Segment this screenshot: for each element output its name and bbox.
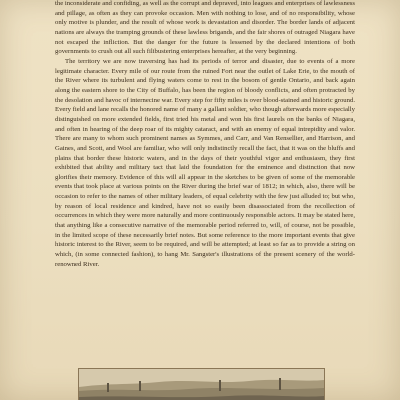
body-text <box>55 0 355 269</box>
landscape-illustration <box>78 368 325 400</box>
paragraph-1: the inconsiderate and confiding, as well as the corrupt and depraved, into leagues and enterprises of lawlessness and pillage, as often as they can provoke occasion. Men with nothing to lose, and of no responsibility, whose only motive is plunder, and the result of whose work is devastation and disorder. The border lands of adjacent nations are always the tramping grounds of these lawless brigands, and the fair shores of outraged Niagara have not escaped the infliction. But the danger for the future is lessened by the declared intentions of both governments to crush out all such filibustering enterprises hereafter, at the very beginning. <box>55 0 355 56</box>
paragraph-2: The territory we are now traversing has had its periods of terror and disaster, due to events of a more legitimate character. Every mile of our route from the ruined Fort near the outlet of Lake Erie, to the mouth of the River where its turbulent and flying waters come to rest in the bosom of gentle Ontario, and back again along the eastern shore to the City of Buffalo, has been the region of bloody conflicts, and often protracted by the desolation and havoc of internecine war. Every step for fifty miles is over blood-stained and historic ground. Every field and lane recalls the honored name of many a gallant soldier, who though afterwards more especially distinguished on more extended fields, first tried his metal and won his first laurels on the banks of Niagara, and often in hearing of the deep roar of its mighty cataract, and with an enemy of equal intrepidity and valor. There are many to whom such prominent names as Symmes, and Carr, and Van Rensellier, and Harrison, and Gaines, and Scott, and Wool are familiar, who will only indistinctly recall the fact, that it was on the bluffs and plains that border these historic waters, and in the days of their youthful vigor and enthusiasm, they first exhibited that ability and military tact that laid the foundation for the eminence and distinction that now glorifies their memory. Evidence of this will all appear in the sketches to be given of some of the memorable events that took place at various points on the River during the brief war of 1812; in which, also, there will be occasion to refer to the names of other military leaders, of equal celebrity with the few just alluded to; but who, by reason of local residence and kindred, have not so easily been disassociated from the recollection of occurrences in which they were more naturally and more continuously responsible actors. It may be stated here, that anything like a consecutive narrative of the memorable period referred to, will, of course, not be possible, in the limited scope of these necessarily brief notes. But some reference to the more important events that give historic interest to the River, seem to be required, and will be attempted; at least so far as to provide a string on which, (in some connected fashion), to hang Mr. Sangster's illustrations of the present scenery of the world-renowned River. <box>55 57 355 268</box>
landscape-engraving-icon <box>79 369 324 400</box>
